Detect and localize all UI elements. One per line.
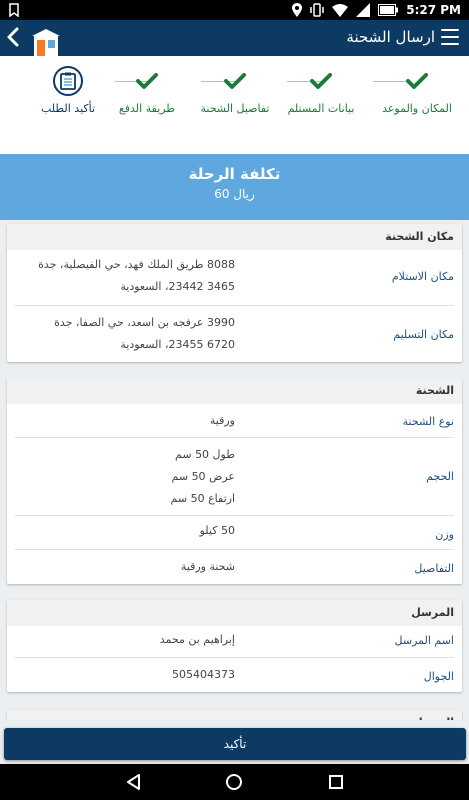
clipboard-icon: [60, 72, 76, 90]
status-bar: [0, 0, 469, 20]
weight-value: 50 كيلو: [199, 524, 235, 537]
page-title: ارسال الشحنة: [346, 28, 435, 46]
menu-icon[interactable]: [441, 29, 459, 45]
shipment-location-card: [7, 224, 462, 362]
trip-cost-title: تكلفة الرحلة: [188, 165, 281, 183]
step-order-confirmation[interactable]: [33, 66, 103, 115]
size-values: [15, 444, 235, 510]
clock: 5:27 PM: [406, 3, 461, 17]
step-label: بيانات المستلم: [287, 102, 355, 115]
size-row: [15, 438, 454, 516]
sender-name-row: [15, 626, 454, 658]
card-header: مكان الشحنة: [7, 224, 462, 250]
app-bar: [0, 20, 469, 56]
pickup-label: مكان الاستلام: [391, 270, 454, 283]
home-circle-icon[interactable]: [224, 772, 244, 792]
step-label: طريقة الدفع: [118, 102, 176, 115]
width-value: عرض 50 سم: [171, 470, 235, 483]
system-nav-bar: [0, 764, 469, 800]
back-triangle-icon[interactable]: [124, 772, 144, 792]
step-receiver-data[interactable]: [281, 66, 361, 115]
step-location-time[interactable]: [377, 66, 457, 115]
sender-card: [7, 600, 462, 692]
signal-icon: [356, 3, 370, 17]
recents-square-icon[interactable]: [326, 772, 346, 792]
step-label: تفاصيل الشحنة: [200, 102, 270, 115]
check-icon: [303, 66, 339, 96]
confirm-button[interactable]: تأكيد: [4, 728, 466, 760]
logo-icon: [30, 28, 62, 56]
trip-cost-banner: [0, 154, 469, 220]
shipment-type-value: ورقية: [209, 414, 235, 427]
details-value: شحنة ورقية: [180, 560, 235, 573]
delivery-address: 3990 عرفجه بن اسعد، حي الصفا، جدة 6720 23455، السعودية: [54, 316, 235, 351]
step-payment-method[interactable]: [107, 66, 187, 115]
shipment-type-row: [15, 404, 454, 438]
vibrate-icon: [310, 3, 324, 17]
check-icon: [129, 66, 165, 96]
check-icon: [399, 66, 435, 96]
app-notification-icon: [8, 3, 20, 17]
shipment-card: [7, 378, 462, 584]
sender-phone-value: 505404373: [172, 668, 235, 681]
card-header: المرسل: [7, 600, 462, 626]
sender-name-value: إبراهيم بن محمد: [159, 633, 235, 646]
battery-icon: [378, 4, 398, 16]
trip-cost-price: ريال 60: [214, 187, 255, 201]
step-label: المكان والموعد: [382, 102, 452, 115]
pickup-row: [15, 250, 454, 306]
check-icon: [217, 66, 253, 96]
details-label: التفاصيل: [414, 562, 454, 575]
length-value: طول 50 سم: [175, 448, 235, 461]
height-value: ارتفاع 50 سم: [170, 492, 235, 505]
sender-phone-row: [15, 658, 454, 692]
wifi-icon: [332, 3, 348, 17]
current-step-indicator: [53, 66, 83, 96]
step-label: تأكيد الطلب: [40, 102, 96, 115]
shipment-type-label: نوع الشحنة: [402, 415, 454, 428]
card-header: الشحنة: [7, 378, 462, 404]
step-shipment-details[interactable]: [195, 66, 275, 115]
location-icon: [292, 3, 302, 17]
order-stepper: [0, 56, 469, 154]
pickup-address: 8088 طريق الملك فهد، حي الفيصلية، جدة 3465 23442، السعودية: [38, 258, 235, 293]
sender-phone-label: الجوال: [423, 670, 454, 683]
delivery-row: [15, 306, 454, 362]
weight-label: وزن: [435, 528, 454, 541]
delivery-label: مكان التسليم: [393, 328, 454, 341]
size-label: الحجم: [426, 470, 454, 483]
back-icon[interactable]: [4, 26, 22, 48]
details-row: [15, 550, 454, 584]
weight-row: [15, 516, 454, 550]
sender-name-label: اسم المرسل: [394, 634, 454, 647]
